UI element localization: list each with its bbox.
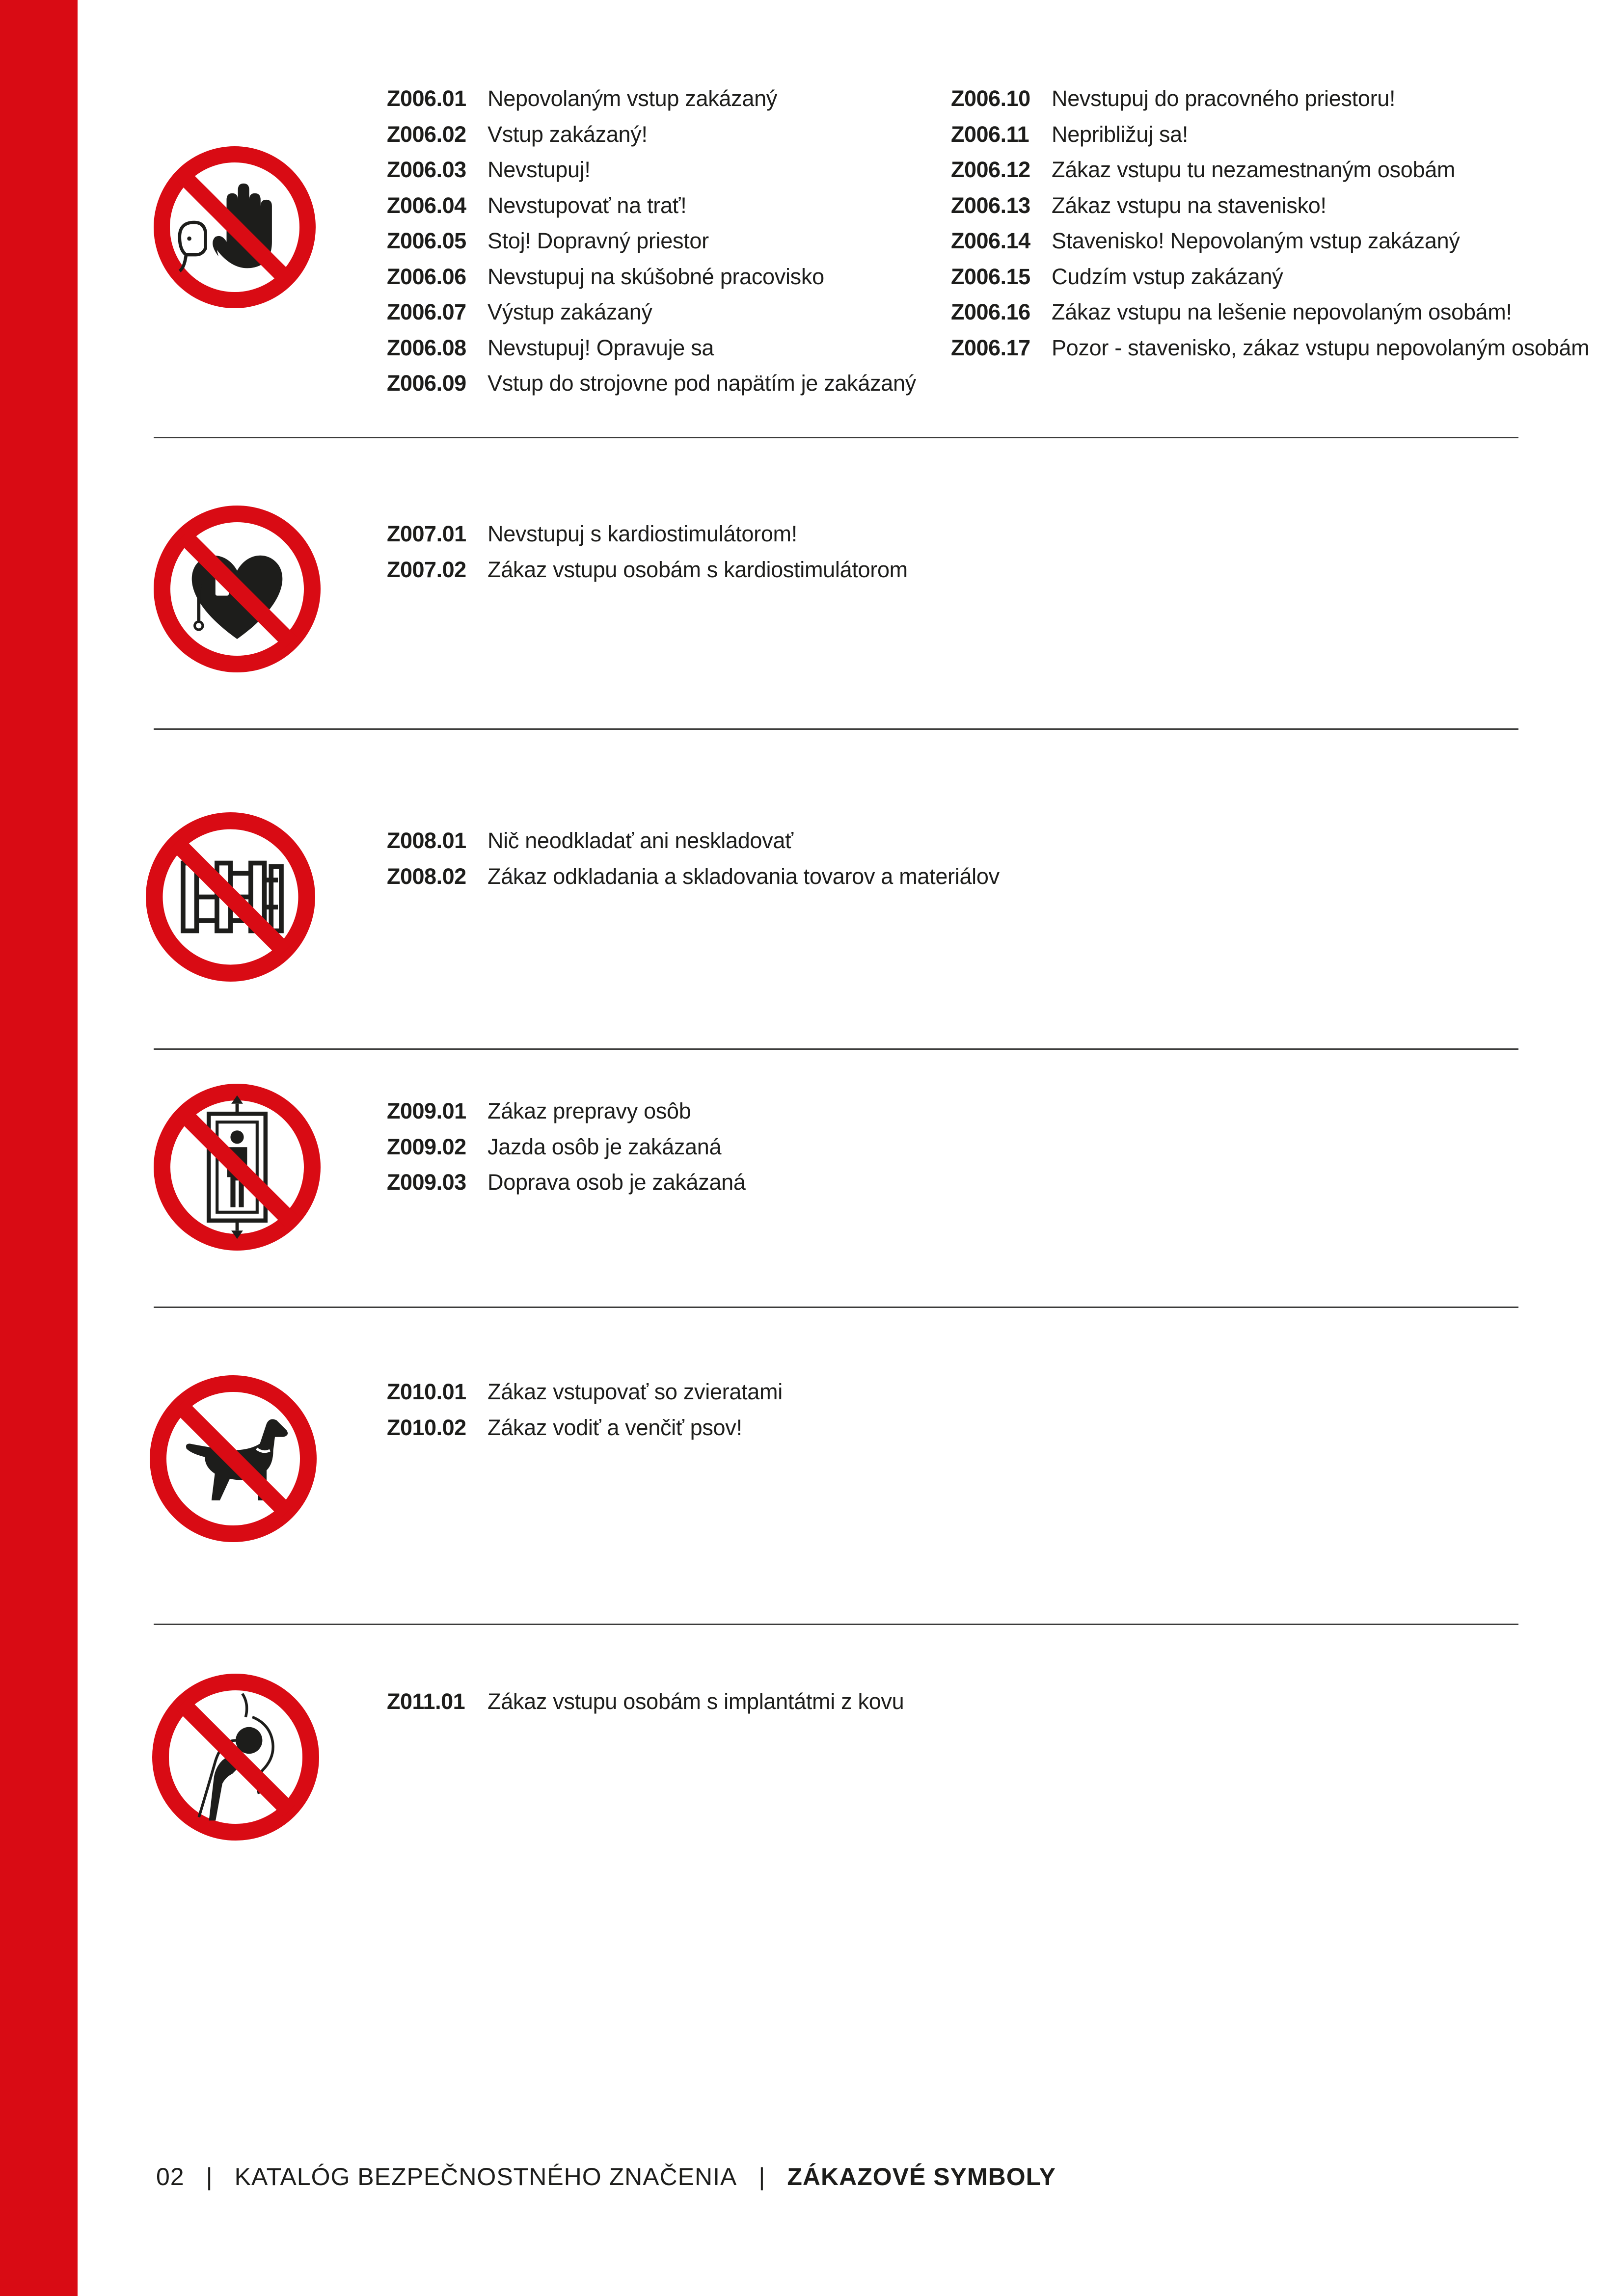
no-dogs-icon xyxy=(150,1375,317,1542)
item-label: Zákaz vstupovať so zvieratami xyxy=(487,1379,783,1404)
list-item xyxy=(387,823,1000,859)
no-entry-hand-icon xyxy=(154,146,316,308)
page-footer xyxy=(156,2160,1056,2194)
list-item xyxy=(387,552,908,588)
code-list-column xyxy=(387,1374,783,1445)
list-item xyxy=(951,188,1589,224)
item-label: Nič neodkladať ani neskladovať xyxy=(487,828,793,853)
item-code: Z006.17 xyxy=(951,335,1030,360)
list-item xyxy=(951,294,1589,330)
item-code: Z006.10 xyxy=(951,86,1030,111)
list-item xyxy=(387,1684,904,1720)
item-label: Zákaz vstupu na lešenie nepovolaným osobám! xyxy=(1052,299,1512,324)
no-person-lift-icon xyxy=(154,1084,321,1251)
item-label: Cudzím vstup zakázaný xyxy=(1052,264,1283,289)
item-label: Pozor - stavenisko, zákaz vstupu nepovolaným osobám xyxy=(1052,335,1590,360)
list-item xyxy=(387,1374,783,1410)
code-list-column xyxy=(387,1094,746,1201)
item-code: Z008.02 xyxy=(387,863,466,889)
list-item xyxy=(951,117,1589,153)
item-code: Z011.01 xyxy=(387,1689,465,1714)
item-label: Stoj! Dopravný priestor xyxy=(487,228,709,253)
item-code: Z006.09 xyxy=(387,371,466,396)
list-item xyxy=(951,81,1589,117)
item-label: Výstup zakázaný xyxy=(487,299,652,324)
item-code: Z007.02 xyxy=(387,557,466,582)
item-code: Z006.16 xyxy=(951,299,1030,324)
item-code: Z006.08 xyxy=(387,335,466,360)
item-code: Z010.02 xyxy=(387,1415,466,1440)
catalog-title: KATALÓG BEZPEČNOSTNÉHO ZNAČENIA xyxy=(234,2163,737,2190)
footer-separator: | xyxy=(758,2163,766,2190)
list-item xyxy=(387,223,916,259)
footer-separator: | xyxy=(206,2163,213,2190)
list-item xyxy=(387,259,916,295)
item-code: Z006.02 xyxy=(387,121,466,147)
list-item xyxy=(387,152,916,188)
item-code: Z006.12 xyxy=(951,157,1030,182)
item-code: Z008.01 xyxy=(387,828,466,853)
item-code: Z006.07 xyxy=(387,299,466,324)
item-code: Z009.01 xyxy=(387,1098,466,1123)
section-divider xyxy=(154,437,1518,438)
item-code: Z006.03 xyxy=(387,157,466,182)
item-code: Z010.01 xyxy=(387,1379,466,1404)
list-item xyxy=(387,859,1000,895)
item-code: Z007.01 xyxy=(387,521,466,546)
list-item xyxy=(387,117,916,153)
item-code: Z006.14 xyxy=(951,228,1030,253)
item-label: Zákaz odkladania a skladovania tovarov a materiálov xyxy=(487,863,1000,889)
section-divider xyxy=(154,1048,1518,1050)
list-item xyxy=(387,330,916,366)
code-list-column xyxy=(387,516,908,587)
code-list-column xyxy=(951,81,1589,366)
list-item xyxy=(387,188,916,224)
list-item xyxy=(951,152,1589,188)
code-list-column xyxy=(387,823,1000,894)
list-item xyxy=(951,259,1589,295)
item-label: Jazda osôb je zakázaná xyxy=(487,1134,722,1159)
list-item xyxy=(387,294,916,330)
list-item xyxy=(387,1165,746,1201)
no-metal-implants-icon xyxy=(152,1674,319,1841)
list-item xyxy=(387,1094,746,1129)
code-list-column xyxy=(387,81,916,401)
item-label: Vstup do strojovne pod napätím je zakázaný xyxy=(487,371,916,396)
item-code: Z009.02 xyxy=(387,1134,466,1159)
code-list-column xyxy=(387,1684,904,1720)
item-code: Z006.15 xyxy=(951,264,1030,289)
no-pacemaker-icon xyxy=(154,506,321,672)
list-item xyxy=(387,1129,746,1165)
item-label: Zákaz vstupu na stavenisko! xyxy=(1052,192,1326,218)
item-code: Z006.04 xyxy=(387,192,466,218)
page-number: 02 xyxy=(156,2163,185,2190)
list-item xyxy=(951,330,1589,366)
item-label: Doprava osob je zakázaná xyxy=(487,1170,746,1195)
section-divider xyxy=(154,728,1518,730)
item-label: Nevstupuj! Opravuje sa xyxy=(487,335,714,360)
list-item xyxy=(387,81,916,117)
item-label: Nevstupuj do pracovného priestoru! xyxy=(1052,86,1396,111)
item-code: Z006.13 xyxy=(951,192,1030,218)
item-code: Z009.03 xyxy=(387,1170,466,1195)
item-label: Stavenisko! Nepovolaným vstup zakázaný xyxy=(1052,228,1460,253)
item-label: Nepovolaným vstup zakázaný xyxy=(487,86,778,111)
list-item xyxy=(387,1410,783,1446)
red-side-bar xyxy=(0,0,78,2296)
item-code: Z006.05 xyxy=(387,228,466,253)
item-label: Nevstupuj na skúšobné pracovisko xyxy=(487,264,824,289)
list-item xyxy=(387,516,908,552)
item-code: Z006.06 xyxy=(387,264,466,289)
item-label: Zákaz vstupu osobám s kardiostimulátorom xyxy=(487,557,908,582)
item-label: Vstup zakázaný! xyxy=(487,121,648,147)
item-label: Zákaz vstupu tu nezamestnaným osobám xyxy=(1052,157,1456,182)
section-title: ZÁKAZOVÉ SYMBOLY xyxy=(787,2163,1056,2190)
list-item xyxy=(387,366,916,401)
no-storage-icon xyxy=(146,812,315,982)
item-label: Zákaz prepravy osôb xyxy=(487,1098,691,1123)
item-label: Nevstupuj s kardiostimulátorom! xyxy=(487,521,797,546)
item-label: Nepribližuj sa! xyxy=(1052,121,1189,147)
item-code: Z006.11 xyxy=(951,121,1029,147)
section-divider xyxy=(154,1624,1518,1625)
item-label: Zákaz vstupu osobám s implantátmi z kovu xyxy=(487,1689,904,1714)
section-divider xyxy=(154,1307,1518,1308)
item-label: Nevstupuj! xyxy=(487,157,591,182)
item-label: Zákaz vodiť a venčiť psov! xyxy=(487,1415,742,1440)
list-item xyxy=(951,223,1589,259)
item-label: Nevstupovať na trať! xyxy=(487,192,687,218)
item-code: Z006.01 xyxy=(387,86,466,111)
